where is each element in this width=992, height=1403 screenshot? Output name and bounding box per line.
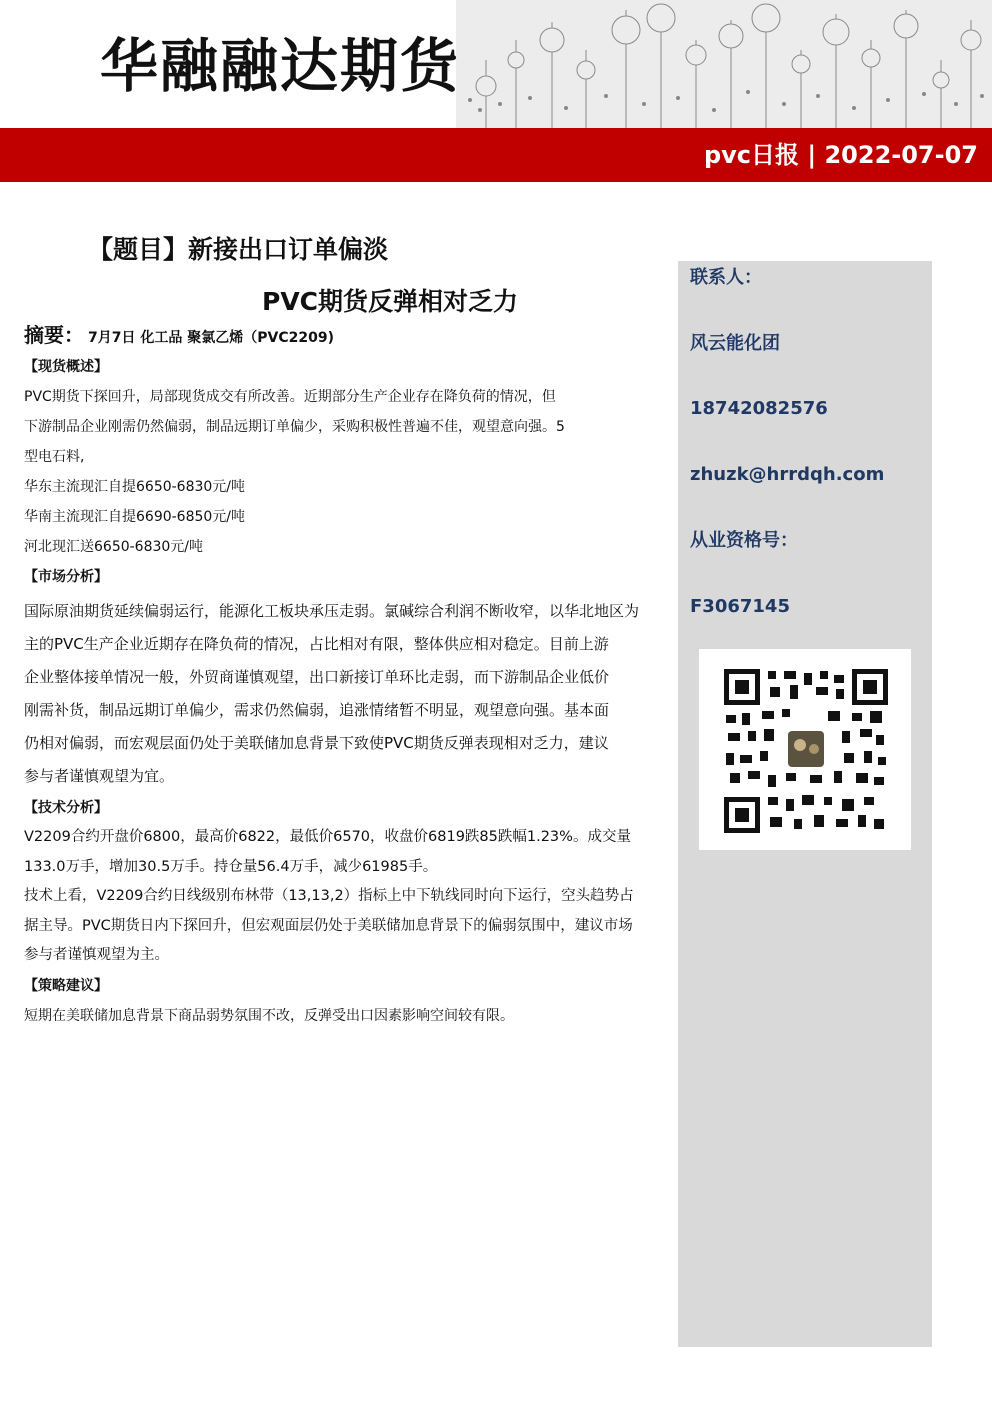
report-title-line1: 【题目】新接出口订单偏淡 <box>88 235 389 264</box>
paragraph-line: 技术上看，V2209合约日线级别布林带（13,13,2）指标上中下轨线同时向下运行，空头趋势占 <box>24 888 634 904</box>
company-logo: 华融融达期货 <box>100 32 461 100</box>
contact-label: 联系人： <box>690 267 762 288</box>
report-title-line2: PVC期货反弹相对乏力 <box>262 287 519 316</box>
paragraph-line: 主的PVC生产企业近期存在降负荷的情况，占比相对有限，整体供应相对稳定。目前上游 <box>24 635 609 653</box>
section-body-technical <box>24 823 676 971</box>
header-decoration <box>456 0 992 128</box>
contact-team: 风云能化团 <box>690 333 780 354</box>
paragraph-line: PVC期货下探回升，局部现货成交有所改善。近期部分生产企业存在降负荷的情况，但 <box>24 389 556 405</box>
paragraph-line: 仍相对偏弱，而宏观层面仍处于美联储加息背景下致使PVC期货反弹表现相对乏力，建议 <box>24 734 609 752</box>
section-heading-technical: 【技术分析】 <box>24 800 108 816</box>
paragraph-line: V2209合约开盘价6800，最高价6822，最低价6570，收盘价6819跌85跌幅1.23%。成交量 <box>24 829 631 845</box>
contact-email: zhuzk@hrrdqh.com <box>690 464 885 485</box>
report-body <box>24 352 676 1031</box>
paragraph-line: 企业整体接单情况一般，外贸商谨慎观望，出口新接订单环比走弱，而下游制品企业低价 <box>24 668 610 686</box>
paragraph-line: 型电石料, <box>24 449 85 465</box>
decorative-circles-graphic <box>456 0 992 128</box>
section-body-spot <box>24 382 676 562</box>
paragraph-line: 参与者谨慎观望为宜。 <box>24 767 175 785</box>
abstract-text: 7月7日 化工品 聚氯乙烯（PVC2209) <box>88 330 334 346</box>
abstract-label: 摘要： <box>24 323 84 347</box>
section-heading-strategy: 【策略建议】 <box>24 977 108 994</box>
section-heading-spot: 【现货概述】 <box>24 359 108 375</box>
paragraph-line: 下游制品企业刚需仍然偏弱，制品远期订单偏少，采购积极性普遍不佳，观望意向强。5 <box>24 419 565 435</box>
section-body-market <box>24 595 676 793</box>
paragraph-line: 据主导。PVC期货日内下探回升，但宏观面层仍处于美联储加息背景下的偏弱氛围中，建议市场 <box>24 917 633 934</box>
report-tag: pvc日报 | 2022-07-07 <box>703 141 978 169</box>
contact-phone: 18742082576 <box>690 398 828 419</box>
license-number: F3067145 <box>690 596 790 617</box>
paragraph-line: 刚需补货，制品远期订单偏少，需求仍然偏弱，追涨情绪暂不明显，观望意向强。基本面 <box>24 701 610 719</box>
paragraph-line: 133.0万手，增加30.5万手。持仓量56.4万手，减少61985手。 <box>24 858 438 875</box>
paragraph-line: 国际原油期货延续偏弱运行，能源化工板块承压走弱。氯碱综合利润不断收窄，以华北地区为 <box>24 602 640 620</box>
qr-code-icon <box>724 669 888 833</box>
abstract <box>24 320 334 353</box>
section-heading-market: 【市场分析】 <box>24 569 108 585</box>
section-body-strategy <box>24 1001 676 1031</box>
paragraph-line: 参与者谨慎观望为主。 <box>24 947 169 963</box>
paragraph-line: 河北现汇送6650-6830元/吨 <box>24 539 204 555</box>
paragraph-line: 华南主流现汇自提6690-6850元/吨 <box>24 509 246 525</box>
paragraph-line: 华东主流现汇自提6650-6830元/吨 <box>24 479 246 495</box>
contact-sidebar <box>678 261 932 1347</box>
qr-code-card <box>699 649 911 850</box>
paragraph-line: 短期在美联储加息背景下商品弱势氛围不改，反弹受出口因素影响空间较有限。 <box>24 1007 514 1024</box>
license-label: 从业资格号： <box>690 530 798 551</box>
